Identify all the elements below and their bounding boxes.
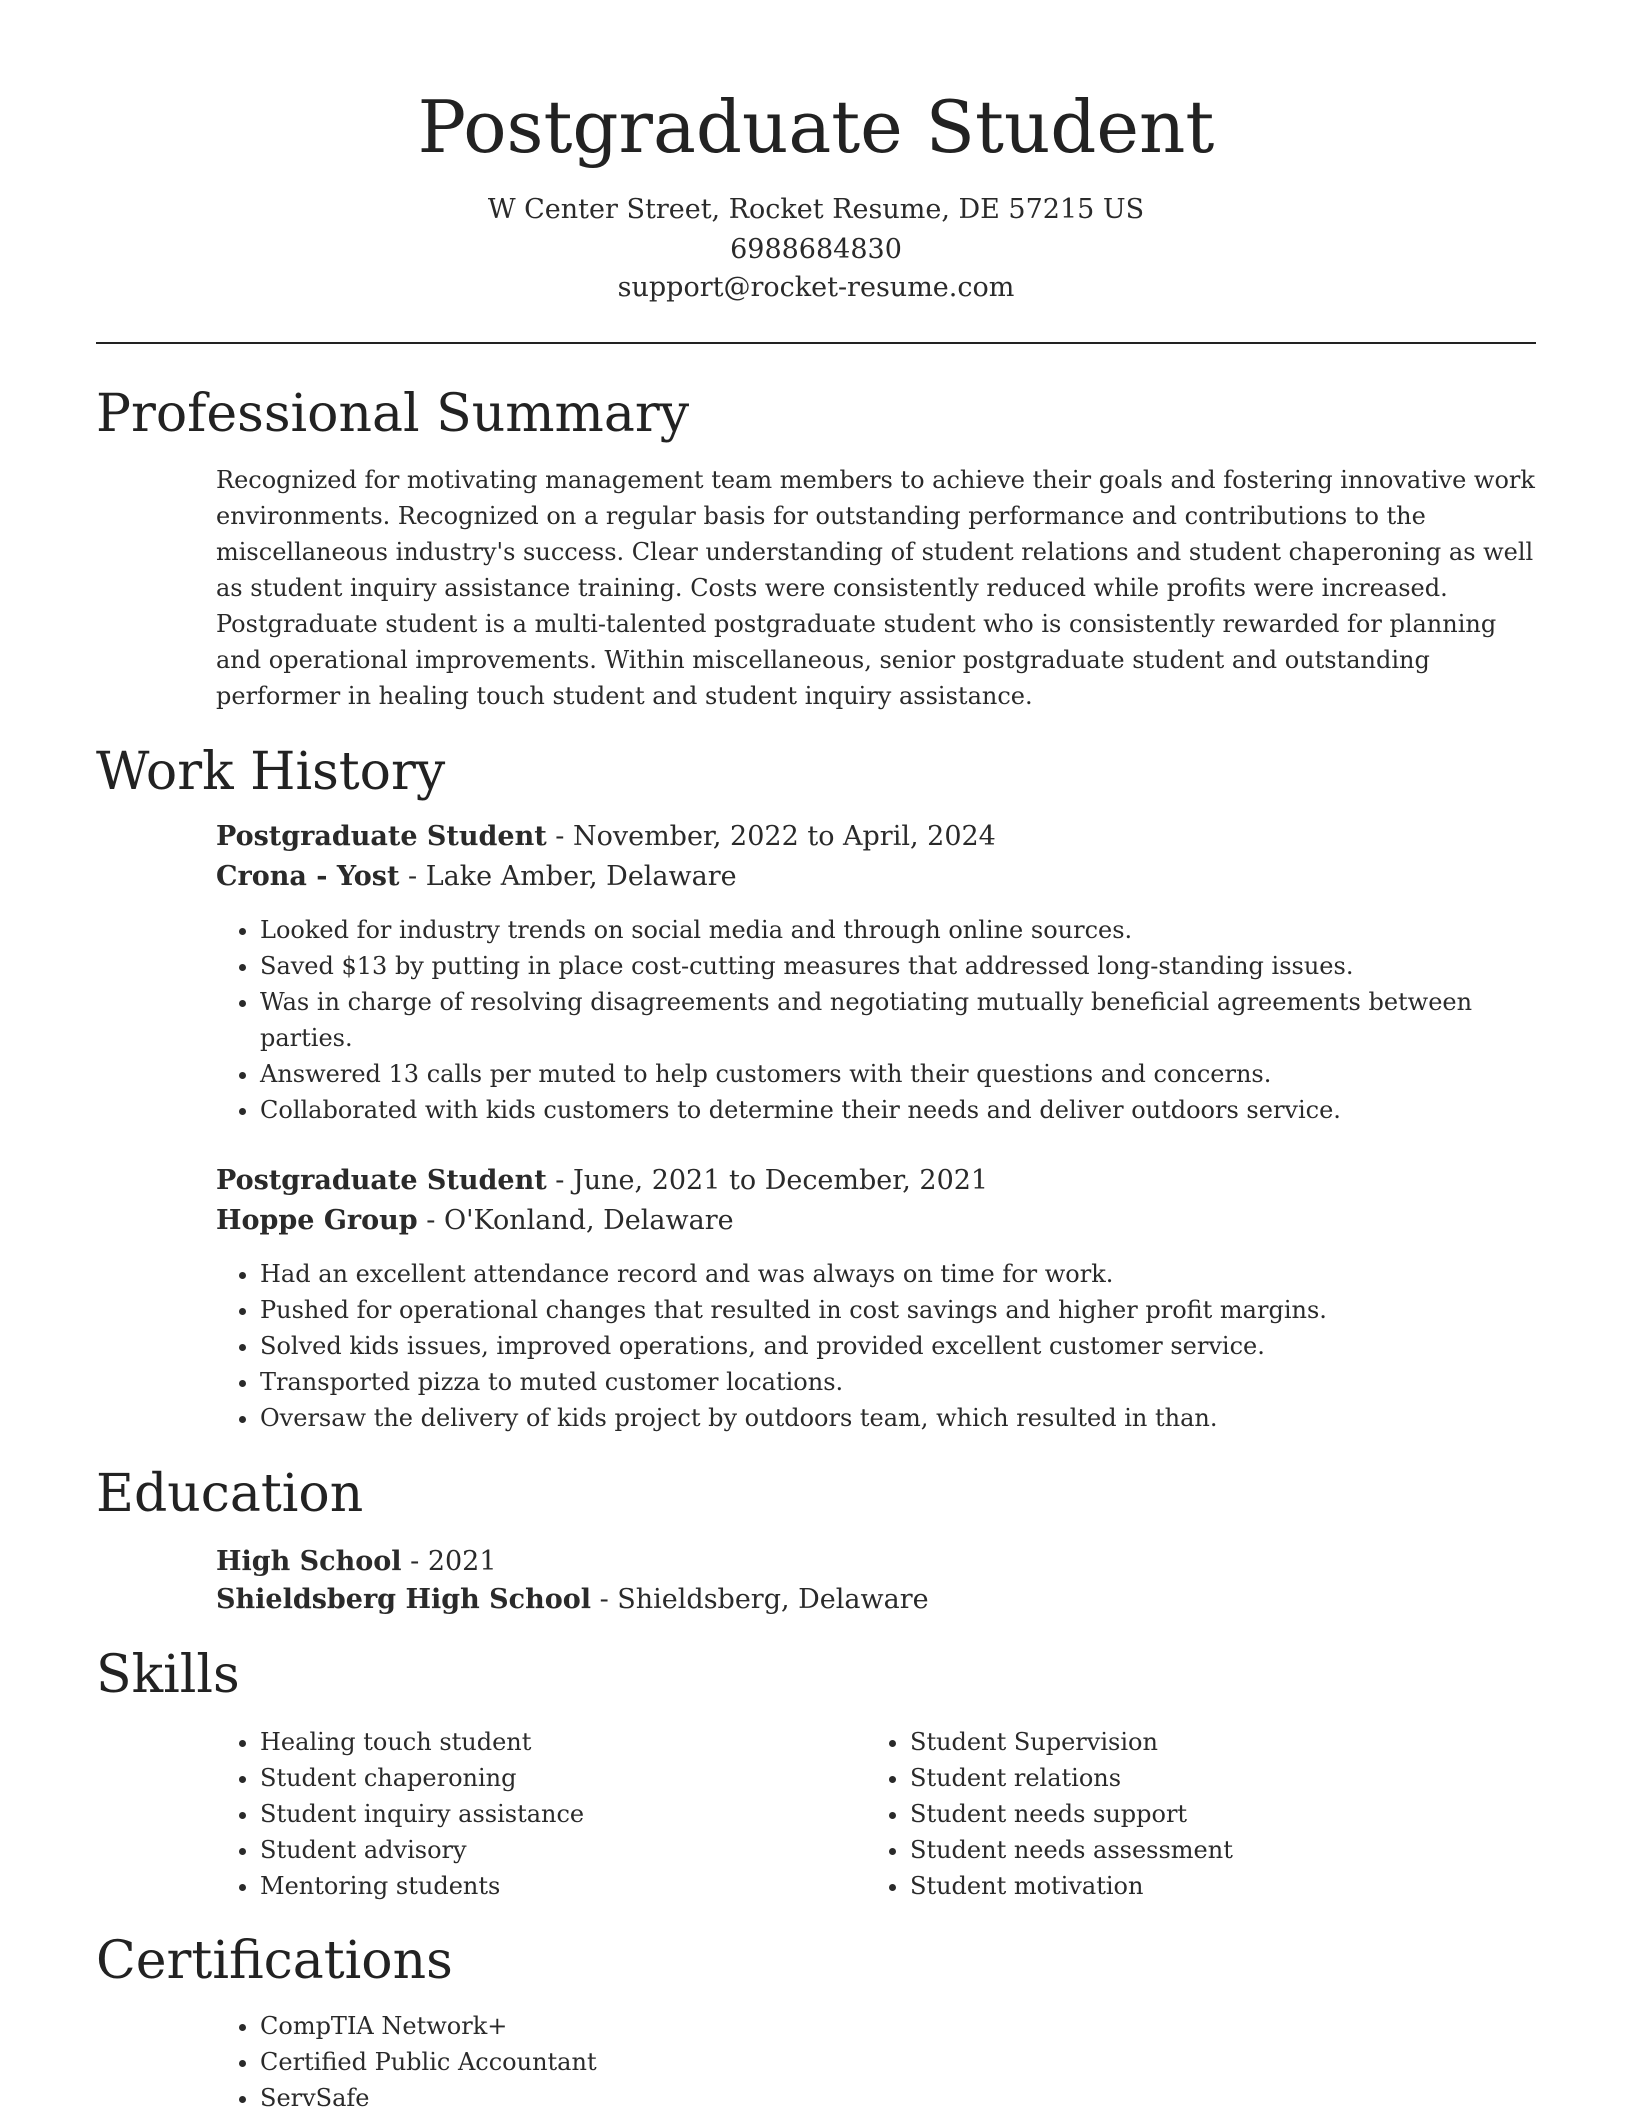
header-divider [96, 342, 1536, 344]
summary-text: Recognized for motivating management team members to achieve their goals and fostering innovative work environments. Recognized on a regular basis for outstanding performance and contributions to the miscellaneous industry's success. Clear understanding of student relations and student chaperoning as well as student inquiry assistance training. Costs were consistently reduced while profits were increased. Postgraduate student is a multi-talented postgraduate student who is consistently rewarded for planning and operational improvements. Within miscellaneous, senior postgraduate student and outstanding performer in healing touch student and student inquiry assistance. [216, 466, 1535, 710]
certifications-list [216, 2008, 1060, 2116]
job-location: - Lake Amber, Delaware [399, 861, 737, 892]
job-title-line [216, 1162, 988, 1200]
list-item: • Looked for industry trends on social media and through online sources. [260, 912, 1500, 948]
education-location: - Shieldsberg, Delaware [590, 1584, 929, 1615]
list-item: • Mentoring students [260, 1868, 820, 1904]
education-school-line [216, 1581, 929, 1619]
list-item: • Student Supervision [910, 1724, 1530, 1760]
job-company: Hoppe Group [216, 1205, 418, 1236]
job-bullets [216, 912, 1500, 1128]
section-title-education: Education [96, 1464, 364, 1524]
job-company-line [216, 858, 737, 896]
job-dates: - June, 2021 to December, 2021 [546, 1165, 989, 1196]
list-item: • Was in charge of resolving disagreements and negotiating mutually beneficial agreements between parties. [260, 984, 1500, 1056]
list-item: • Student chaperoning [260, 1760, 820, 1796]
list-item: • Saved $13 by putting in place cost-cutting measures that addressed long-standing issues. [260, 948, 1500, 984]
job-role: Postgraduate Student [216, 1165, 547, 1196]
list-item: • Pushed for operational changes that resulted in cost savings and higher profit margins. [260, 1292, 1500, 1328]
section-title-certifications: Certifications [96, 1931, 453, 1991]
candidate-name: Postgraduate Student [417, 85, 1215, 169]
list-item: • Solved kids issues, improved operations, and provided excellent customer service. [260, 1328, 1500, 1364]
list-item: • Student needs assessment [910, 1832, 1530, 1868]
job-company-line [216, 1202, 734, 1240]
section-title-work: Work History [96, 742, 446, 802]
skills-list-left [216, 1724, 820, 1904]
list-item: • ServSafe [260, 2080, 1060, 2116]
list-item: • Healing touch student [260, 1724, 820, 1760]
job-dates: - November, 2022 to April, 2024 [546, 821, 996, 852]
list-item: • Answered 13 calls per muted to help customers with their questions and concerns. [260, 1056, 1500, 1092]
job-role: Postgraduate Student [216, 821, 547, 852]
education-degree-line [216, 1543, 497, 1581]
section-title-skills: Skills [96, 1645, 240, 1705]
education-degree: High School [216, 1546, 402, 1577]
list-item: • Certified Public Accountant [260, 2044, 1060, 2080]
job-location: - O'Konland, Delaware [417, 1205, 734, 1236]
list-item: • Had an excellent attendance record and was always on time for work. [260, 1256, 1500, 1292]
list-item: • Collaborated with kids customers to determine their needs and deliver outdoors service. [260, 1092, 1500, 1128]
list-item: • Student relations [910, 1760, 1530, 1796]
contact-email: support@rocket-resume.com [617, 272, 1015, 303]
job-title-line [216, 818, 996, 856]
section-title-summary: Professional Summary [96, 384, 690, 444]
job-company: Crona - Yost [216, 861, 400, 892]
list-item: • Student motivation [910, 1868, 1530, 1904]
education-school: Shieldsberg High School [216, 1584, 591, 1615]
job-bullets [216, 1256, 1500, 1436]
list-item: • Transported pizza to muted customer locations. [260, 1364, 1500, 1400]
education-year: - 2021 [401, 1546, 497, 1577]
list-item: • Oversaw the delivery of kids project by outdoors team, which resulted in than. [260, 1400, 1500, 1436]
list-item: • CompTIA Network+ [260, 2008, 1060, 2044]
list-item: • Student needs support [910, 1796, 1530, 1832]
contact-address: W Center Street, Rocket Resume, DE 57215 US [487, 194, 1145, 225]
skills-list-right [866, 1724, 1530, 1904]
list-item: • Student advisory [260, 1832, 820, 1868]
contact-phone: 6988684830 [730, 234, 902, 265]
list-item: • Student inquiry assistance [260, 1796, 820, 1832]
